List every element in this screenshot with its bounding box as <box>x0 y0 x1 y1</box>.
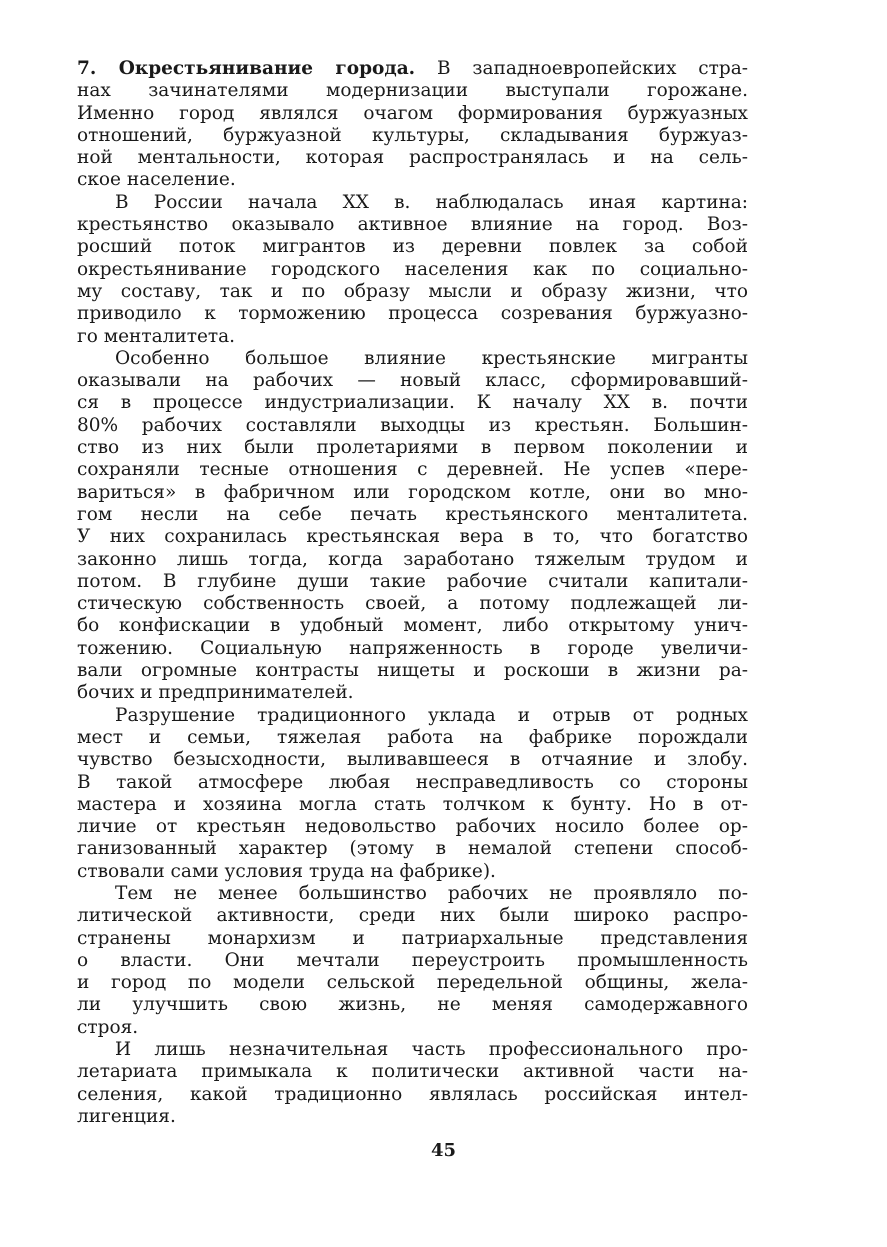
text-line: селения, какой традиционно являлась российская интел- <box>77 1083 748 1105</box>
text-line: тожению. Социальную напряженность в городе увеличи- <box>77 637 748 659</box>
text-line: бо конфискации в удобный момент, либо открытому унич- <box>77 615 748 637</box>
text-line: Именно город являлся очагом формирования буржуазных <box>77 102 748 124</box>
text-line: ганизованный характер (этому в немалой степени способ- <box>77 838 748 860</box>
text-line: го менталитета. <box>77 325 236 347</box>
text-line: ское население. <box>77 169 236 191</box>
text-line: чувство безысходности, выливавшееся в отчаяние и злобу. <box>77 749 748 771</box>
text-line <box>77 58 748 80</box>
text-line: литической активности, среди них были широко распро- <box>77 905 748 927</box>
page-body <box>77 58 748 1128</box>
text-line: Тем не менее большинство рабочих не проявляло по- <box>115 882 748 904</box>
text-line: ной ментальности, которая распространялась и на сель- <box>77 147 748 169</box>
page-number: 45 <box>430 1140 457 1161</box>
text-line: У них сохранилась крестьянская вера в то, что богатство <box>77 526 748 548</box>
text-line: ствовали сами условия труда на фабрике). <box>77 860 496 882</box>
text-line: В такой атмосфере любая несправедливость со стороны <box>77 771 748 793</box>
text-line: нах зачинателями модернизации выступали горожане. <box>77 80 748 102</box>
paragraph <box>77 705 748 883</box>
text-line: Особенно большое влияние крестьянские мигранты <box>115 347 748 369</box>
paragraph <box>77 58 748 192</box>
paragraph <box>77 883 748 1039</box>
text-line: бочих и предпринимателей. <box>77 682 354 704</box>
text-line: потом. В глубине души такие рабочие считали капитали- <box>77 570 748 592</box>
text-line: Разрушение традиционного уклада и отрыв от родных <box>115 704 748 726</box>
text-line: личие от крестьян недовольство рабочих носило более ор- <box>77 816 748 838</box>
text-line: приводило к торможению процесса созревания буржуазно- <box>77 303 748 325</box>
text-line: летариата примыкала к политически активной части на- <box>77 1061 748 1083</box>
text-line: оказывали на рабочих — новый класс, сформировавший- <box>77 370 748 392</box>
text-line: строя. <box>77 1016 139 1038</box>
text-line: о власти. Они мечтали переустроить промышленность <box>77 949 748 971</box>
text-line: крестьянство оказывало активное влияние на город. Воз- <box>77 214 748 236</box>
section-heading: 7. Окрестьянивание города. <box>77 58 416 79</box>
paragraph <box>77 1039 748 1128</box>
text-line: ство из них были пролетариями в первом поколении и <box>77 437 748 459</box>
text-line: вариться» в фабричном или городском котле, они во мно- <box>77 481 748 503</box>
text-line: гом несли на себе печать крестьянского менталитета. <box>77 503 748 525</box>
text-line: В России начала XX в. наблюдалась иная картина: <box>115 191 748 213</box>
text-line: му составу, так и по образу мысли и образу жизни, что <box>77 280 748 302</box>
text-line: ли улучшить свою жизнь, не меняя самодержавного <box>77 994 748 1016</box>
paragraph <box>77 192 748 348</box>
text-line: мастера и хозяина могла стать толчком к бунту. Но в от- <box>77 793 748 815</box>
text-line: стическую собственность своей, а потому подлежащей ли- <box>77 593 748 615</box>
text-line: отношений, буржуазной культуры, складывания буржуаз- <box>77 124 748 146</box>
text-line: мест и семьи, тяжелая работа на фабрике порождали <box>77 726 748 748</box>
text-line: лигенция. <box>77 1105 176 1127</box>
text-line: ся в процессе индустриализации. К началу XX в. почти <box>77 392 748 414</box>
text-line: И лишь незначительная часть профессионального про- <box>115 1039 748 1061</box>
text-line: вали огромные контрасты нищеты и роскоши в жизни ра- <box>77 660 748 682</box>
text-line-rest: В западноевропейских стра- <box>436 58 748 79</box>
text-line: росший поток мигрантов из деревни повлек за собой <box>77 236 748 258</box>
paragraph <box>77 348 748 705</box>
text-line: законно лишь тогда, когда заработано тяжелым трудом и <box>77 548 748 570</box>
text-line: странены монархизм и патриархальные представления <box>77 927 748 949</box>
text-line: и город по модели сельской передельной общины, жела- <box>77 972 748 994</box>
text-line: 80% рабочих составляли выходцы из крестьян. Большин- <box>77 414 748 436</box>
text-line: сохраняли тесные отношения с деревней. Не успев «пере- <box>77 459 748 481</box>
text-line: окрестьянивание городского населения как по социально- <box>77 258 748 280</box>
